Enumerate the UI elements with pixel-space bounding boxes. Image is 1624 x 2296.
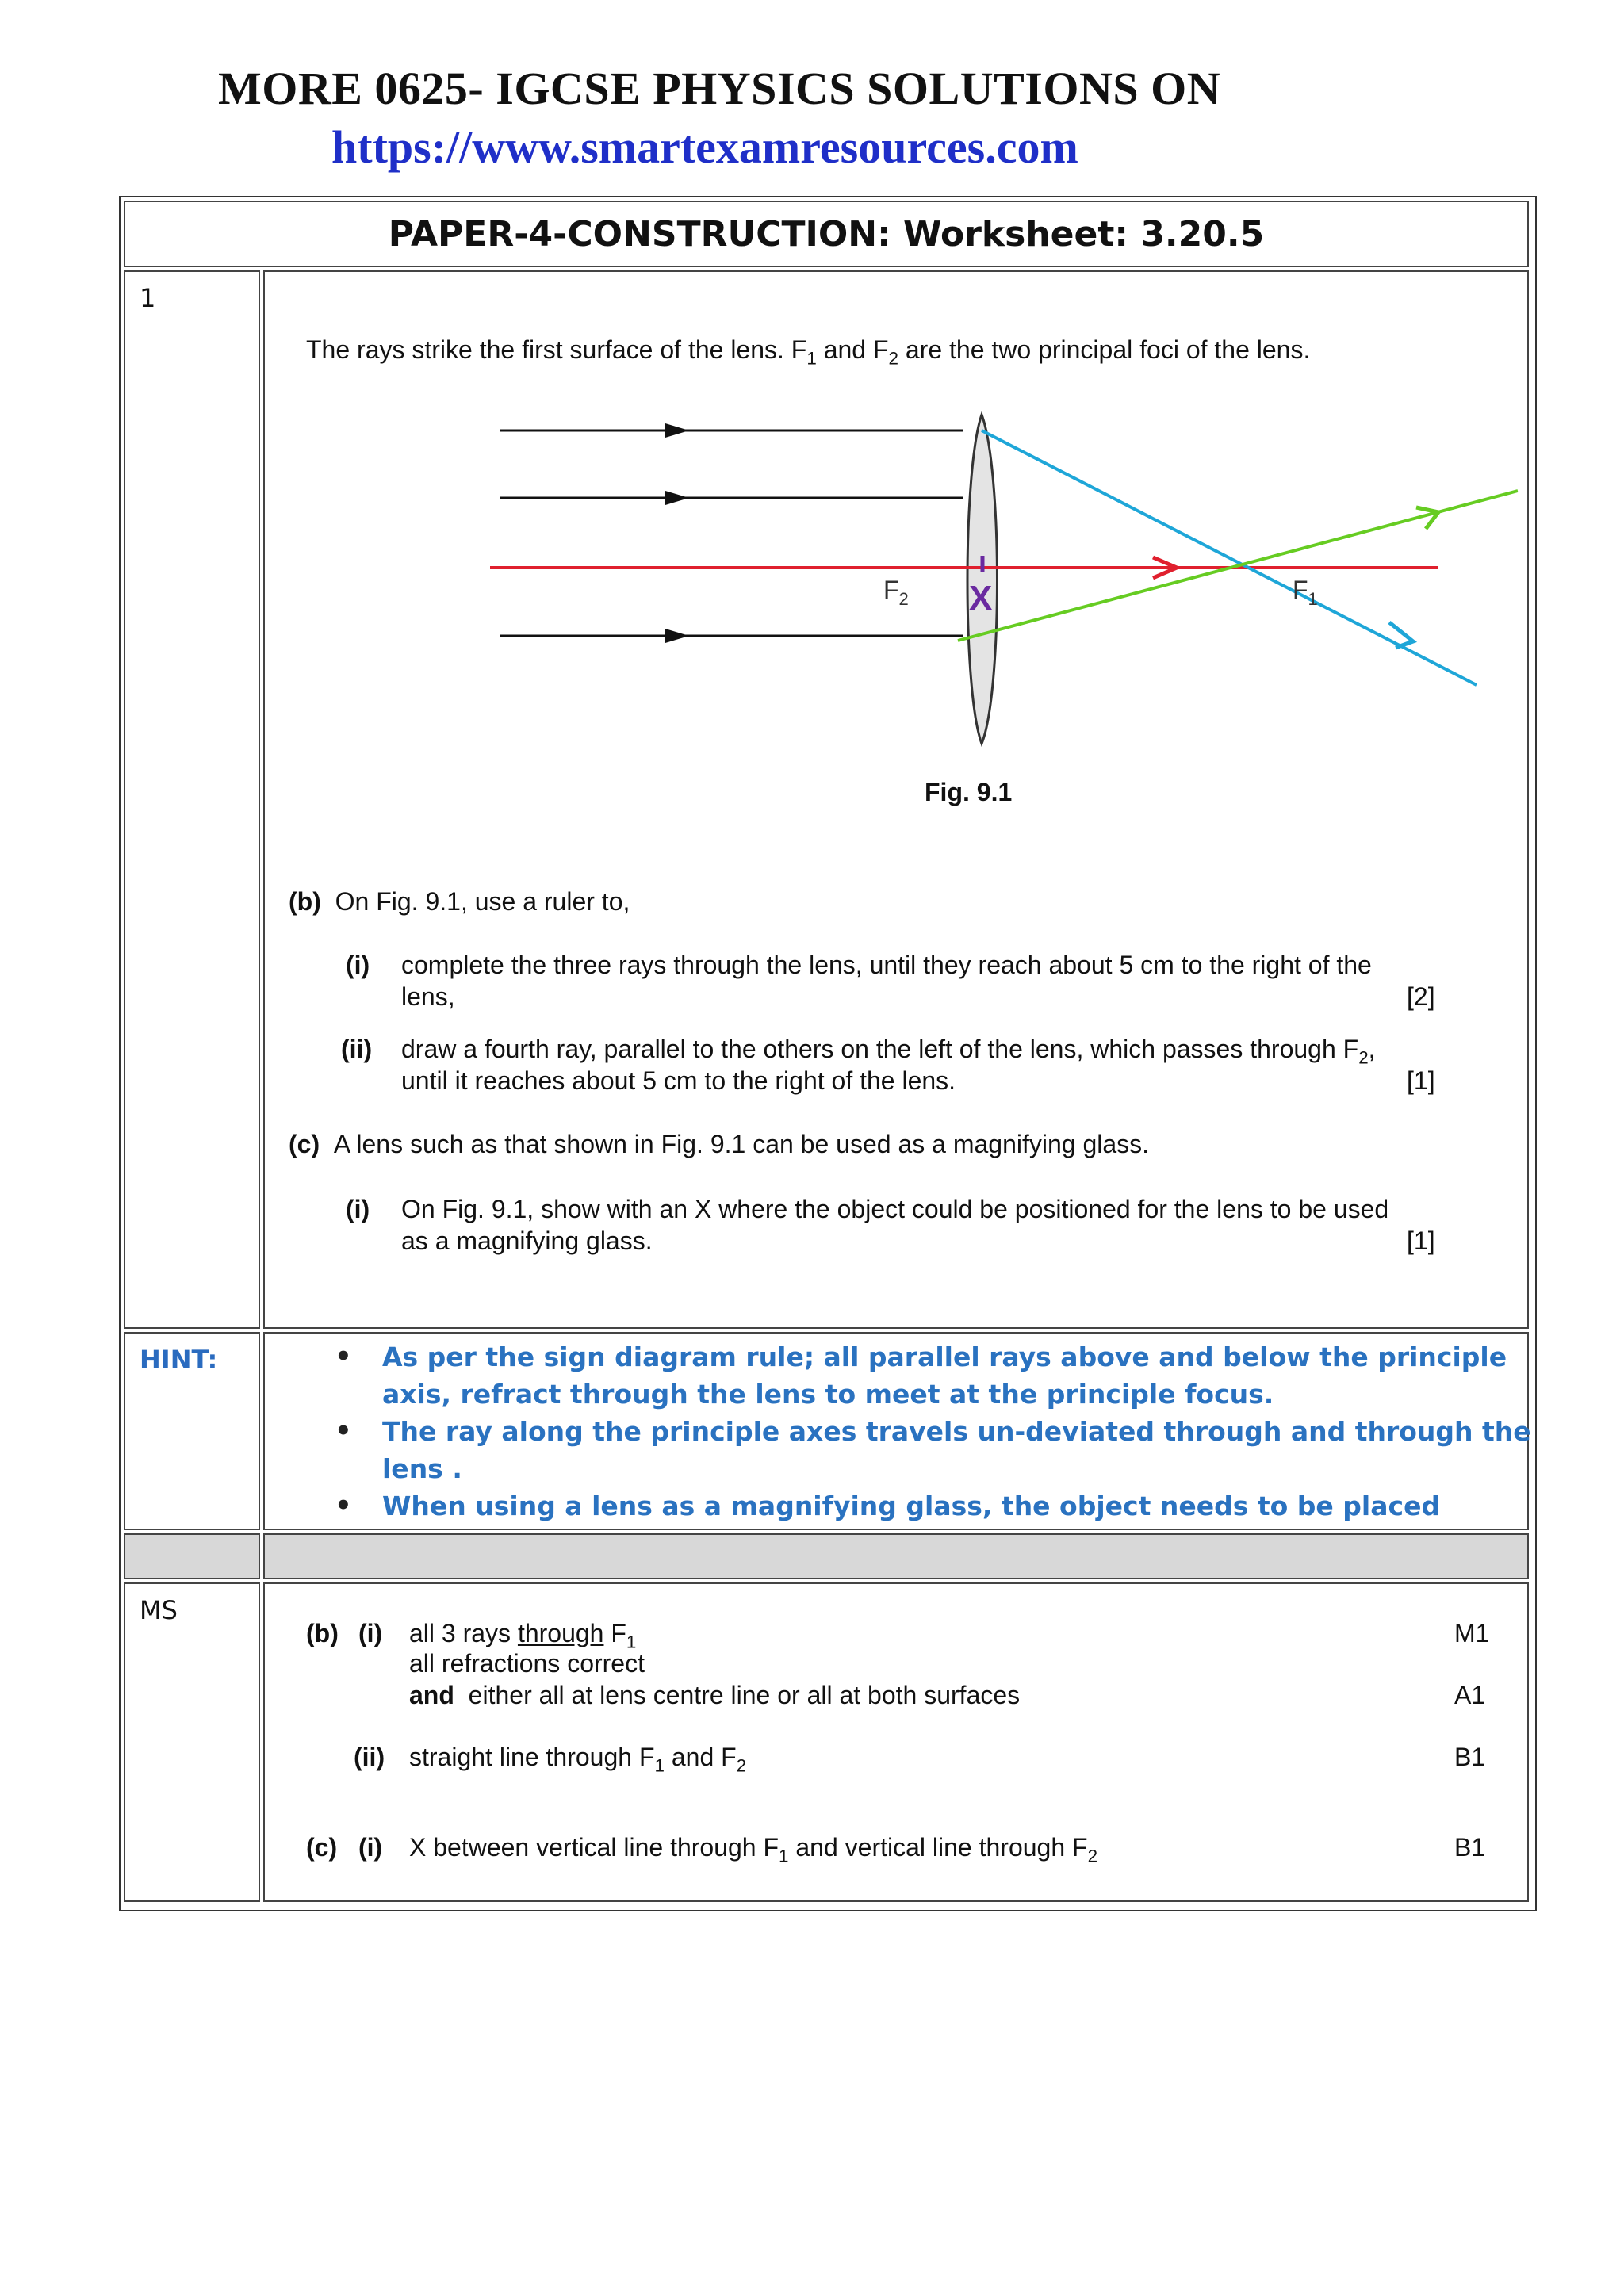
ms-part-c-i-label: (i) bbox=[358, 1833, 383, 1862]
svg-text:F2: $F_2$ bbox=[883, 576, 909, 609]
ms-content-cell bbox=[263, 1582, 1529, 1902]
green-refracted-ray bbox=[958, 491, 1518, 641]
ms-c-i-line: X between vertical line through $F_1$ and vertical line through $F_2$ bbox=[409, 1833, 1098, 1866]
figure-caption: Fig. 9.1 bbox=[925, 778, 1013, 806]
question-intro: The rays strike the first surface of the lens. $F_1$ and $F_2$ are the two principal foci of the lens. bbox=[306, 335, 1311, 369]
hint-content-cell bbox=[263, 1332, 1529, 1530]
svg-text:X: X bbox=[969, 579, 993, 618]
ms-b-ii-line: straight line through $F_1$ and $F_2$ bbox=[409, 1743, 747, 1776]
part-b-ii-line1: draw a fourth ray, parallel to the others on the left of the lens, which passes through $F_2$, bbox=[401, 1035, 1376, 1068]
part-b-i-label: (i) bbox=[346, 951, 370, 979]
hint-label-cell bbox=[124, 1332, 260, 1530]
question-number-cell bbox=[124, 270, 260, 1329]
ms-b-i-mark-a1: A1 bbox=[1454, 1681, 1486, 1709]
part-b-ii-mark: [1] bbox=[1407, 1066, 1435, 1095]
ms-c-i-mark: B1 bbox=[1454, 1833, 1486, 1862]
part-b-ii-label: (ii) bbox=[341, 1035, 373, 1063]
header-url-link[interactable]: https://www.smartexamresources.com bbox=[331, 121, 1078, 173]
figure-9-1-ray-diagram bbox=[265, 272, 1529, 1329]
ms-part-b-ii-label: (ii) bbox=[354, 1743, 385, 1771]
part-b-i-line2: lens, bbox=[401, 982, 455, 1011]
part-b-ii-line2: until it reaches about 5 cm to the right of the lens. bbox=[401, 1066, 956, 1095]
hint-item: • The ray along the principle axes travels un-deviated through and through the lens . bbox=[328, 1413, 1534, 1487]
ms-label-cell bbox=[124, 1582, 260, 1902]
ms-part-b-label: (b) bbox=[306, 1619, 339, 1647]
part-c-i-line1: On Fig. 9.1, show with an X where the object could be positioned for the lens to be used bbox=[401, 1195, 1389, 1223]
spacer-cell-left bbox=[124, 1533, 260, 1579]
hint-label: HINT: bbox=[140, 1345, 218, 1375]
incident-ray-2 bbox=[500, 491, 963, 505]
ms-b-i-line2: all refractions correct bbox=[409, 1649, 645, 1678]
part-b-i-line1: complete the three rays through the lens, until they reach about 5 cm to the right of the bbox=[401, 951, 1372, 979]
worksheet-table bbox=[119, 196, 1537, 1911]
spacer-cell-right bbox=[263, 1533, 1529, 1579]
ms-b-i-line3: and either all at lens centre line or all at both surfaces bbox=[409, 1681, 1021, 1709]
incident-ray-4 bbox=[500, 629, 963, 643]
question-number: 1 bbox=[140, 283, 156, 313]
part-c-i-line2: as a magnifying glass. bbox=[401, 1226, 653, 1255]
hint-list bbox=[328, 1338, 1534, 1562]
ms-label: MS bbox=[140, 1595, 178, 1625]
part-c-i-label: (i) bbox=[346, 1195, 370, 1223]
worksheet-title: PAPER-4-CONSTRUCTION: Worksheet: 3.20.5 bbox=[124, 201, 1529, 267]
ms-b-i-line1: all 3 rays through $F_1$ bbox=[409, 1619, 637, 1652]
ms-part-b-i-label: (i) bbox=[358, 1619, 383, 1647]
part-c-i-mark: [1] bbox=[1407, 1226, 1435, 1255]
header-title: MORE 0625- IGCSE PHYSICS SOLUTIONS ON bbox=[218, 63, 1221, 114]
part-b-i-mark: [2] bbox=[1407, 982, 1435, 1011]
ms-b-ii-mark: B1 bbox=[1454, 1743, 1486, 1771]
part-c: (c) A lens such as that shown in Fig. 9.1 can be used as a magnifying glass. bbox=[289, 1130, 1150, 1158]
focus-f2 bbox=[883, 576, 909, 609]
hint-item: • As per the sign diagram rule; all parallel rays above and below the principle axis, refract through the lens to meet at the principle focus. bbox=[328, 1338, 1534, 1413]
part-b: (b) On Fig. 9.1, use a ruler to, bbox=[289, 887, 630, 916]
hint-item: • When using a lens as a magnifying glass, the object needs to be placed bbox=[328, 1487, 1534, 1562]
ms-part-c-label: (c) bbox=[306, 1833, 338, 1862]
question-content-cell bbox=[263, 270, 1529, 1329]
ms-b-i-mark-m1: M1 bbox=[1454, 1619, 1490, 1647]
focus-f1 bbox=[1293, 576, 1318, 609]
blue-refracted-ray bbox=[982, 430, 1477, 685]
svg-text:F1: $F_1$ bbox=[1293, 576, 1318, 609]
incident-ray-1 bbox=[500, 423, 963, 438]
